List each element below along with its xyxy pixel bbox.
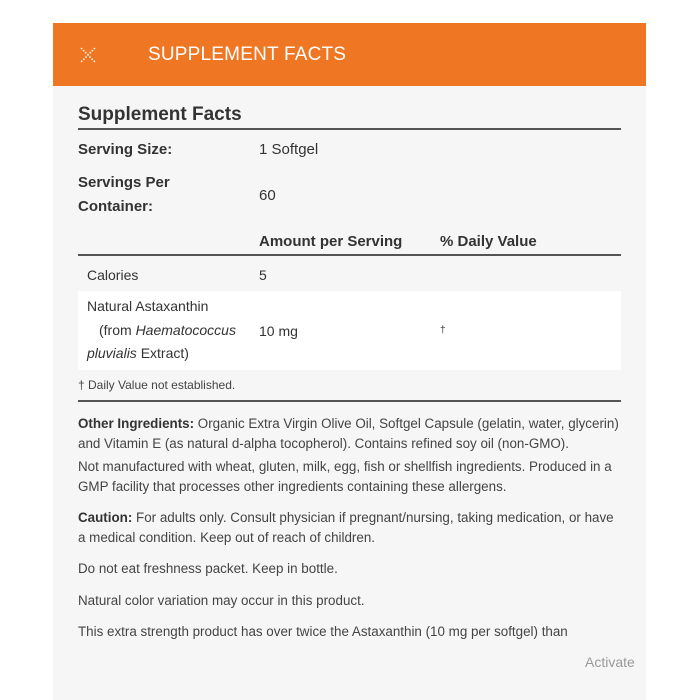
servings-per-value: 60	[259, 186, 276, 204]
freshness-note: Do not eat freshness packet. Keep in bottle.	[78, 561, 338, 576]
table-row	[78, 291, 621, 370]
nutrient-amount: 10 mg	[259, 322, 298, 339]
servings-per-container-row	[78, 171, 621, 219]
other-ingredients: Other Ingredients: Organic Extra Virgin Olive Oil, Softgel Capsule (gelatin, water, glycerin) and Vitamin E (as natural d-alpha tocopherol). Contains refined soy oil (non-GMO).	[78, 416, 619, 451]
table-row	[78, 258, 621, 291]
divider	[78, 128, 621, 130]
strength-note: This extra strength product has over twice the Astaxanthin (10 mg per softgel) than	[78, 624, 568, 639]
footnote: † Daily Value not established.	[78, 378, 236, 392]
supplement-facts-panel	[53, 23, 646, 700]
serving-size-value: 1 Softgel	[259, 141, 319, 158]
column-header-row	[78, 230, 621, 254]
servings-per-label: Servings Per Container:	[78, 174, 170, 215]
close-x-icon	[80, 47, 96, 63]
nutrient-name: Natural Astaxanthin (from Haematococcus pluvialis Extract)	[87, 298, 236, 362]
caution-statement: Caution: For adults only. Consult physician if pregnant/nursing, taking medication, or have a medical condition. Keep out of reach of children.	[78, 510, 614, 545]
facts-content	[78, 86, 621, 642]
divider	[78, 254, 621, 256]
divider	[78, 400, 621, 402]
supplement-facts-header[interactable]	[53, 23, 646, 86]
facts-title: Supplement Facts	[78, 104, 242, 125]
nutrient-daily-value: †	[440, 325, 446, 336]
serving-size-label: Serving Size:	[78, 141, 173, 158]
header-title: SUPPLEMENT FACTS	[148, 43, 347, 65]
color-variation-note: Natural color variation may occur in this product.	[78, 592, 365, 608]
allergen-statement: Not manufactured with wheat, gluten, milk, egg, fish or shellfish ingredients. Produced in a GMP facility that processes other ingredients containing these allergens.	[78, 459, 612, 494]
amount-per-serving-header: Amount per Serving	[259, 233, 403, 250]
nutrient-amount: 5	[259, 266, 267, 283]
activate-watermark: Activate	[585, 654, 635, 670]
serving-size-row	[78, 139, 621, 161]
daily-value-header: % Daily Value	[440, 233, 537, 250]
nutrient-name: Calories	[87, 266, 139, 283]
